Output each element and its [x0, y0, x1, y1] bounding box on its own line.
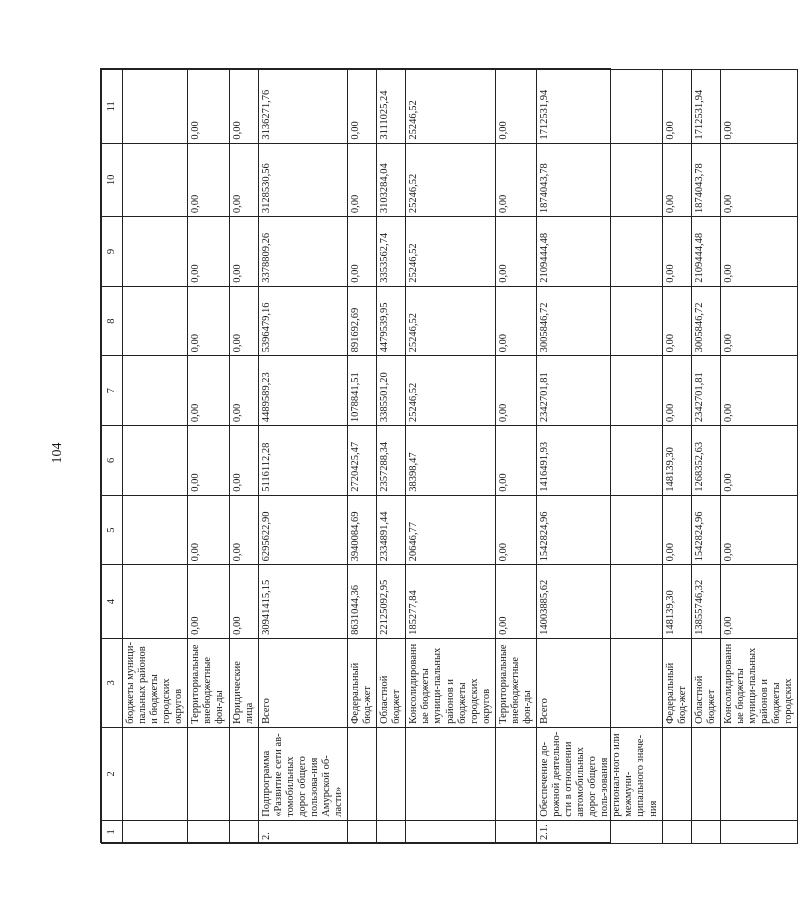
table-cell: 148139,30	[662, 426, 691, 496]
table-cell: Федеральный бюд-жет	[662, 638, 691, 727]
table-cell: 0,00	[188, 565, 229, 639]
table-cell	[123, 565, 188, 639]
table-cell	[188, 727, 229, 820]
table-cell: 0,00	[495, 70, 536, 144]
table-row	[229, 70, 258, 844]
table-cell: 0,00	[229, 217, 258, 287]
table-cell: 3005846,72	[536, 286, 662, 356]
table-cell: 1078841,51	[348, 356, 377, 426]
table-cell	[495, 727, 536, 820]
table-cell: 0,00	[188, 495, 229, 565]
table-cell: Областной бюджет	[377, 638, 406, 727]
table-cell: 0,00	[229, 70, 258, 144]
table-cell: 3005846,72	[691, 286, 720, 356]
budget-allocation-table	[101, 69, 798, 844]
table-cell	[691, 727, 720, 820]
table-row	[720, 70, 797, 844]
table-cell: 38398,47	[406, 426, 495, 496]
table-cell	[662, 820, 691, 843]
table-cell: 30941415,15	[258, 565, 347, 639]
table-cell: 6295622,90	[258, 495, 347, 565]
table-cell: 4479539,95	[377, 286, 406, 356]
rotated-table-container	[101, 69, 795, 844]
header-row	[102, 70, 123, 844]
table-row	[691, 70, 720, 844]
table-cell: 1268352,63	[691, 426, 720, 496]
header-cell: 2	[102, 727, 123, 820]
table-cell: 0,00	[720, 143, 797, 217]
table-cell: 0,00	[720, 286, 797, 356]
table-cell: 0,00	[495, 286, 536, 356]
table-cell: 0,00	[662, 70, 691, 144]
table-cell: 2.1.	[536, 820, 662, 843]
table-cell: 0,00	[229, 286, 258, 356]
table-cell: 1542824,96	[536, 495, 662, 565]
header-cell: 11	[102, 70, 123, 144]
table-cell: 25246,52	[406, 70, 495, 144]
table-cell: 1416491,93	[536, 426, 662, 496]
table-cell: 3385501,20	[377, 356, 406, 426]
table-cell: 3353562,74	[377, 217, 406, 287]
table-cell: 0,00	[188, 217, 229, 287]
table-cell	[720, 727, 797, 820]
table-cell: 2342701,81	[691, 356, 720, 426]
table-cell	[691, 820, 720, 843]
header-cell: 10	[102, 143, 123, 217]
table-cell: Областной бюджет	[691, 638, 720, 727]
table-cell: 0,00	[662, 143, 691, 217]
table-cell: 0,00	[495, 426, 536, 496]
table-cell	[123, 495, 188, 565]
table-row	[258, 70, 347, 844]
table-cell: Обеспечение до-рожной деятельно-сти в отношении автомобильных дорог общего поль-зования регионал-ного или межмуни-ципального значе-ния	[536, 727, 662, 820]
header-cell: 1	[102, 820, 123, 843]
table-cell	[123, 356, 188, 426]
table-cell: 0,00	[229, 495, 258, 565]
table-cell: 2.	[258, 820, 347, 843]
table-cell	[662, 727, 691, 820]
table-cell: 0,00	[495, 143, 536, 217]
table-cell	[720, 820, 797, 843]
table-cell	[377, 820, 406, 843]
table-cell	[377, 727, 406, 820]
table-cell: 0,00	[495, 495, 536, 565]
table-cell	[188, 820, 229, 843]
table-cell: 13855746,32	[691, 565, 720, 639]
table-cell: 0,00	[662, 286, 691, 356]
table-cell	[406, 727, 495, 820]
table-cell: 1712531,94	[691, 70, 720, 144]
table-cell: 8631044,36	[348, 565, 377, 639]
table-row	[188, 70, 229, 844]
table-cell: 25246,52	[406, 286, 495, 356]
table-cell: Территориальные внебюджетные фон-ды	[188, 638, 229, 727]
table-cell: 25246,52	[406, 143, 495, 217]
table-cell: 0,00	[495, 217, 536, 287]
table-cell: 0,00	[662, 495, 691, 565]
header-cell: 8	[102, 286, 123, 356]
table-cell	[348, 727, 377, 820]
header-cell: 5	[102, 495, 123, 565]
table-cell: 2357288,34	[377, 426, 406, 496]
table-cell: Всего	[258, 638, 347, 727]
table-cell: 0,00	[188, 143, 229, 217]
table-cell: Консолидированные бюджеты муници-пальных районов и бюджеты городских	[720, 638, 797, 727]
table-cell: 1874043,78	[691, 143, 720, 217]
table-cell: 2109444,48	[691, 217, 720, 287]
table-cell: 25246,52	[406, 356, 495, 426]
table-cell: 891692,69	[348, 286, 377, 356]
table-row	[406, 70, 495, 844]
table-cell: 0,00	[720, 70, 797, 144]
table-cell: Консолидированные бюджеты муници-пальных районов и бюджеты городских округов	[406, 638, 495, 727]
table-cell: 0,00	[229, 426, 258, 496]
table-cell: 3111025,24	[377, 70, 406, 144]
table-cell: 2720425,47	[348, 426, 377, 496]
table-cell: 3103284,04	[377, 143, 406, 217]
table-cell	[123, 727, 188, 820]
table-cell: 0,00	[348, 70, 377, 144]
table-cell: 4489589,23	[258, 356, 347, 426]
table-cell: 2334891,44	[377, 495, 406, 565]
table-cell: 3378809,26	[258, 217, 347, 287]
table-cell	[123, 820, 188, 843]
table-cell: 0,00	[662, 217, 691, 287]
header-cell: 6	[102, 426, 123, 496]
table-cell: 0,00	[720, 565, 797, 639]
table-row	[348, 70, 377, 844]
table-row	[536, 70, 662, 844]
budget-table	[100, 68, 795, 843]
table-cell: 0,00	[188, 70, 229, 144]
table-cell: 0,00	[229, 565, 258, 639]
table-cell: 0,00	[495, 565, 536, 639]
table-cell: Юридические лица	[229, 638, 258, 727]
table-cell: Всего	[536, 638, 662, 727]
header-cell: 4	[102, 565, 123, 639]
table-cell: 0,00	[720, 495, 797, 565]
table-cell: 2109444,48	[536, 217, 662, 287]
table-cell: 25246,52	[406, 217, 495, 287]
page-number: 104	[50, 442, 65, 464]
table-cell: 20646,77	[406, 495, 495, 565]
table-cell: 3128530,56	[258, 143, 347, 217]
header-cell: 9	[102, 217, 123, 287]
table-cell: Федеральный бюд-жет	[348, 638, 377, 727]
table-cell: 0,00	[720, 356, 797, 426]
table-cell	[348, 820, 377, 843]
table-cell	[123, 143, 188, 217]
table-cell: 185277,84	[406, 565, 495, 639]
table-cell: 148139,30	[662, 565, 691, 639]
table-cell	[123, 217, 188, 287]
table-cell: 0,00	[188, 286, 229, 356]
table-cell	[229, 727, 258, 820]
table-cell: 0,00	[720, 426, 797, 496]
table-cell: 1712531,94	[536, 70, 662, 144]
table-cell: Территориальные внебюджетные фон-ды	[495, 638, 536, 727]
table-row	[495, 70, 536, 844]
table-cell	[495, 820, 536, 843]
table-cell: бюджеты муници-пальных районов и бюджеты городских округов	[123, 638, 188, 727]
table-row	[662, 70, 691, 844]
table-cell: 0,00	[188, 426, 229, 496]
table-cell: 22125092,95	[377, 565, 406, 639]
table-cell	[123, 426, 188, 496]
table-cell: 0,00	[188, 356, 229, 426]
table-cell: 0,00	[495, 356, 536, 426]
table-cell: 0,00	[720, 217, 797, 287]
table-cell: 3940084,69	[348, 495, 377, 565]
table-row	[123, 70, 188, 844]
table-body	[123, 70, 798, 844]
table-cell: 5396479,16	[258, 286, 347, 356]
table-cell: 14003885,62	[536, 565, 662, 639]
table-cell	[406, 820, 495, 843]
table-cell: 1874043,78	[536, 143, 662, 217]
table-row	[377, 70, 406, 844]
table-cell: 0,00	[348, 143, 377, 217]
table-cell: 2342701,81	[536, 356, 662, 426]
table-cell: 0,00	[662, 356, 691, 426]
table-cell: Подпрограмма «Развитие сети ав-томобильных дорог общего пользова-ния Амурской об-ласти»	[258, 727, 347, 820]
table-cell: 3136271,76	[258, 70, 347, 144]
table-cell	[123, 286, 188, 356]
header-cell: 7	[102, 356, 123, 426]
table-cell	[229, 820, 258, 843]
table-cell	[123, 70, 188, 144]
header-cell: 3	[102, 638, 123, 727]
table-cell: 1542824,96	[691, 495, 720, 565]
table-cell: 5116112,28	[258, 426, 347, 496]
table-cell: 0,00	[348, 217, 377, 287]
table-cell: 0,00	[229, 143, 258, 217]
table-cell: 0,00	[229, 356, 258, 426]
